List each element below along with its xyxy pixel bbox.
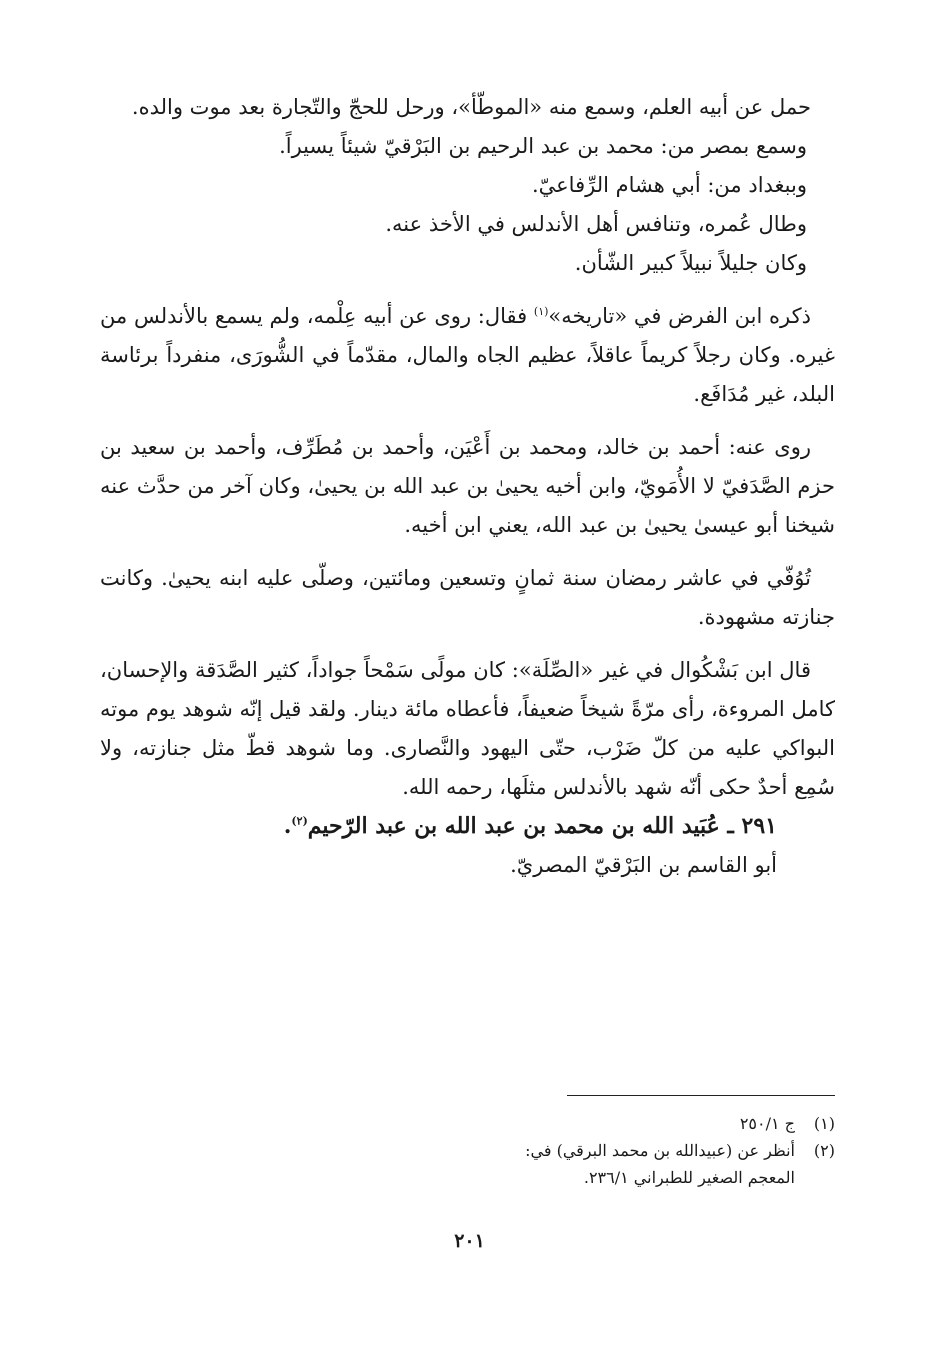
paragraph-2-start: ذكره ابن الفرض في «تاريخه»	[548, 304, 811, 328]
page-number: ٢٠١	[454, 1230, 485, 1252]
entry-heading-end: .	[283, 813, 292, 839]
footnote-number: (٢)	[813, 1141, 835, 1160]
paragraph-5: قال ابن بَشْكُوال في غير «الصِّلَة»: كان مولًى سَمْحاً جواداً، كثير الصَّدَقة والإحسان، كامل المروءة، رأى مرّةً شيخاً ضعيفاً، فأعطاه مائة دينار. ولقد قيل إنّه شوهد يوم موته البواكي عليه من كلّ ضَرْب، حتّى اليهود والنَّصارى. وما شوهد قطّ مثل جنازته، ولا سُمِع أحدٌ حكى أنّه شهد بالأندلس مثلَها، رحمه الله.	[100, 658, 835, 799]
footnote-divider	[567, 1095, 835, 1096]
paragraph-2	[100, 297, 835, 414]
entry-heading-text: ٢٩١ ـ عُبَيد الله بن محمد بن عبد الله بن عبد الرّحيم	[307, 813, 777, 839]
footnotes	[100, 1110, 835, 1191]
paragraph-1-line-1: وسمع بمصر من: محمد بن عبد الرحيم بن البَرْقيّ شيئاً يسيراً.	[279, 134, 807, 158]
footnote-1	[100, 1110, 835, 1137]
paragraph-1-line-2: وببغداد من: أبي هشام الرِّفاعيّ.	[531, 173, 807, 197]
paragraph-2-rest: فقال: روى عن أبيه عِلْمه، ولم يسمع بالأندلس من غيره. وكان رجلاً كريماً عاقلاً، عظيم الجاه والمال، مقدّماً في الشُّورَى، منفرداً برئاسة البلد، غير مُدَافَع.	[100, 304, 835, 406]
main-text	[100, 88, 835, 885]
paragraph-1: حمل عن أبيه العلم، وسمع منه «الموطّأ»، ورحل للحجّ والتّجارة بعد موت والده.	[131, 95, 811, 119]
footnote-ref-1: (١)	[533, 305, 549, 318]
paragraph-3: روى عنه: أحمد بن خالد، ومحمد بن أَعْيَن، وأحمد بن مُطَرِّف، وأحمد بن سعيد بن حزم الصَّدَفيّ لا الأُمَويّ، وابن أخيه يحيىٰ بن عبد الله بن يحيىٰ، وكان آخر من حدَّث عنه شيخنا أبو عيسىٰ يحيىٰ بن عبد الله، يعني ابن أخيه.	[100, 435, 835, 537]
entry-heading	[100, 807, 835, 846]
paragraph-4: تُوُفّي في عاشر رمضان سنة ثمانٍ وتسعين ومائتين، وصلّى عليه ابنه يحيىٰ. وكانت جنازته مشهودة.	[100, 566, 835, 629]
entry-subtitle: أبو القاسم بن البَرْقيّ المصريّ.	[510, 853, 777, 877]
footnote-ref-2: (٢)	[291, 814, 308, 828]
footnote-2	[100, 1137, 835, 1164]
footnote-text: ج ٢٥٠/١	[739, 1114, 795, 1133]
footnote-number: (١)	[813, 1114, 835, 1133]
footnote-text: أنظر عن (عبيدالله بن محمد البرقي) في:	[525, 1141, 795, 1160]
paragraph-1-line-3: وطال عُمره، وتنافس أهل الأندلس في الأخذ عنه.	[385, 212, 807, 236]
footnote-2-continuation: المعجم الصغير للطبراني ٢٣٦/١.	[583, 1168, 795, 1187]
paragraph-1-line-4: وكان جليلاً نبيلاً كبير الشّأن.	[574, 251, 807, 275]
